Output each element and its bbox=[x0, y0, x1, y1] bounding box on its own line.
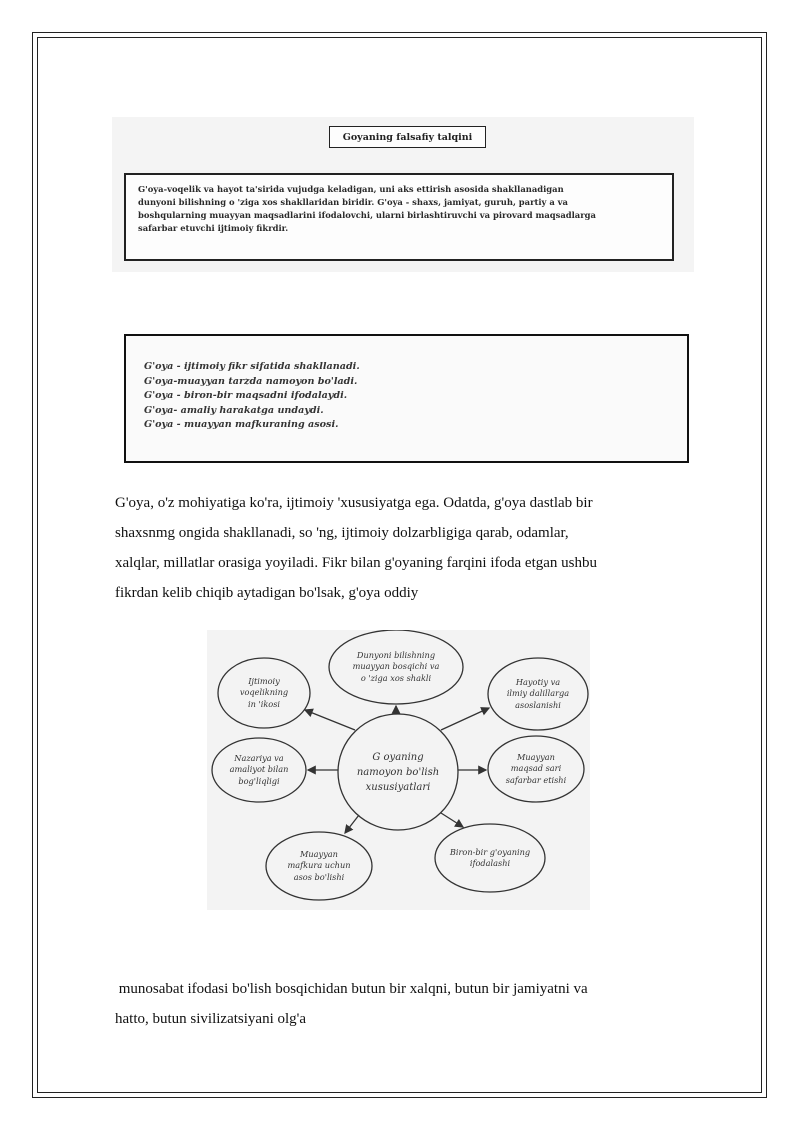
figure-title: Goyaning falsafiy talqini bbox=[329, 126, 486, 148]
bubble-line: asoslanishi bbox=[515, 699, 561, 710]
statement-line: G'oya-muayyan tarzda namoyon bo'ladi. bbox=[144, 375, 358, 387]
paragraph-line: munosabat ifodasi bo'lish bosqichidan butun bir xalqni, butun bir jamiyatni va bbox=[115, 981, 588, 997]
right-bubble-text bbox=[489, 740, 583, 798]
bubble-line: Nazariya va bbox=[234, 752, 284, 763]
bubble-line: namoyon bo'lish bbox=[356, 766, 440, 778]
arrow-to-bottom-left bbox=[345, 815, 359, 833]
bubble-line: voqelikning bbox=[239, 687, 289, 698]
definition-line: safarbar etuvchi ijtimoiy fikrdir. bbox=[138, 223, 289, 233]
bubble-line: muayyan bosqichi va bbox=[352, 661, 440, 672]
bubble-line: mafkura uchun bbox=[287, 860, 351, 871]
arrow-to-top-left bbox=[305, 710, 355, 730]
top-left-bubble-text bbox=[219, 664, 309, 722]
definition-line: dunyoni bilishning o 'ziga xos shakllaridan biridir. G'oya - shaxs, jamiyat, guruh, partiy a va bbox=[138, 197, 568, 207]
bubble-line: Hayotiy va bbox=[515, 676, 561, 687]
paragraph-line: shaxsnmg ongida shakllanadi, so 'ng, ijtimoiy dolzarbligiga qarab, odamlar, bbox=[115, 525, 569, 541]
bubble-line: asos bo'lishi bbox=[293, 871, 345, 882]
paragraph-line: fikrdan kelib chiqib aytadigan bo'lsak, g'oya oddiy bbox=[115, 585, 419, 601]
bubble-line: Dunyoni bilishning bbox=[356, 649, 436, 660]
definition-box bbox=[124, 173, 674, 261]
left-bubble-text bbox=[213, 742, 305, 798]
definition-line: boshqularning muayyan maqsadlarini ifodalovchi, ularni birlashtiruvchi va pirovard maqsadlarga bbox=[138, 210, 596, 220]
definition-line: G'oya-voqelik va hayot ta'sirida vujudga keladigan, uni aks ettirish asosida shakllanadigan bbox=[138, 184, 564, 194]
bubble-line: Ijtimoiy bbox=[248, 675, 280, 686]
bubble-line: Biron-bir g'oyaning bbox=[449, 846, 531, 857]
bubble-line: maqsad sari bbox=[510, 763, 562, 774]
paragraph-line: xalqlar, millatlar orasiga yoyiladi. Fikr bilan g'oyaning farqini ifoda etgan ushbu bbox=[115, 555, 597, 571]
figure-idea-statements bbox=[124, 334, 689, 463]
bubble-line: in 'ikosi bbox=[247, 698, 281, 709]
bubble-line: Muayyan bbox=[517, 751, 555, 762]
arrow-to-top-right bbox=[441, 708, 489, 730]
statement-line: G'oya - biron-bir maqsadni ifodalaydi. bbox=[144, 390, 348, 401]
bubble-line: ilmiy dalillarga bbox=[506, 688, 570, 699]
bubble-line: ifodalashi bbox=[469, 858, 511, 868]
top-bubble-text bbox=[331, 636, 461, 698]
center-bubble-text bbox=[338, 728, 458, 816]
body-paragraph-1 bbox=[115, 488, 735, 608]
bubble-line: G oyaning bbox=[372, 751, 424, 763]
bubble-line: amaliyot bilan bbox=[229, 764, 289, 775]
paragraph-line: G'oya, o'z mohiyatiga ko'ra, ijtimoiy 'xususiyatga ega. Odatda, g'oya dastlab bir bbox=[115, 495, 593, 511]
idea-characteristics-diagram bbox=[207, 630, 590, 910]
bubble-line: o 'ziga xos shakli bbox=[360, 672, 432, 683]
bubble-line: Muayyan bbox=[300, 848, 338, 859]
bubble-line: safarbar etishi bbox=[505, 774, 567, 785]
body-paragraph-2 bbox=[115, 974, 735, 1034]
bubble-line: bog'liqligi bbox=[238, 775, 280, 786]
bottom-right-bubble-text bbox=[437, 830, 543, 886]
bottom-left-bubble-text bbox=[267, 836, 371, 896]
figure-philosophical-definition bbox=[112, 117, 694, 272]
statement-line: G'oya- amaliy harakatga undaydi. bbox=[144, 404, 324, 416]
top-right-bubble-text bbox=[490, 664, 586, 724]
bubble-line: xususiyatlari bbox=[365, 781, 431, 793]
paragraph-line: hatto, butun sivilizatsiyani olg'a bbox=[115, 1011, 307, 1027]
statement-line: G'oya - muayyan mafkuraning asosi. bbox=[144, 419, 339, 430]
statement-line: G'oya - ijtimoiy fikr sifatida shakllanadi. bbox=[144, 361, 360, 372]
